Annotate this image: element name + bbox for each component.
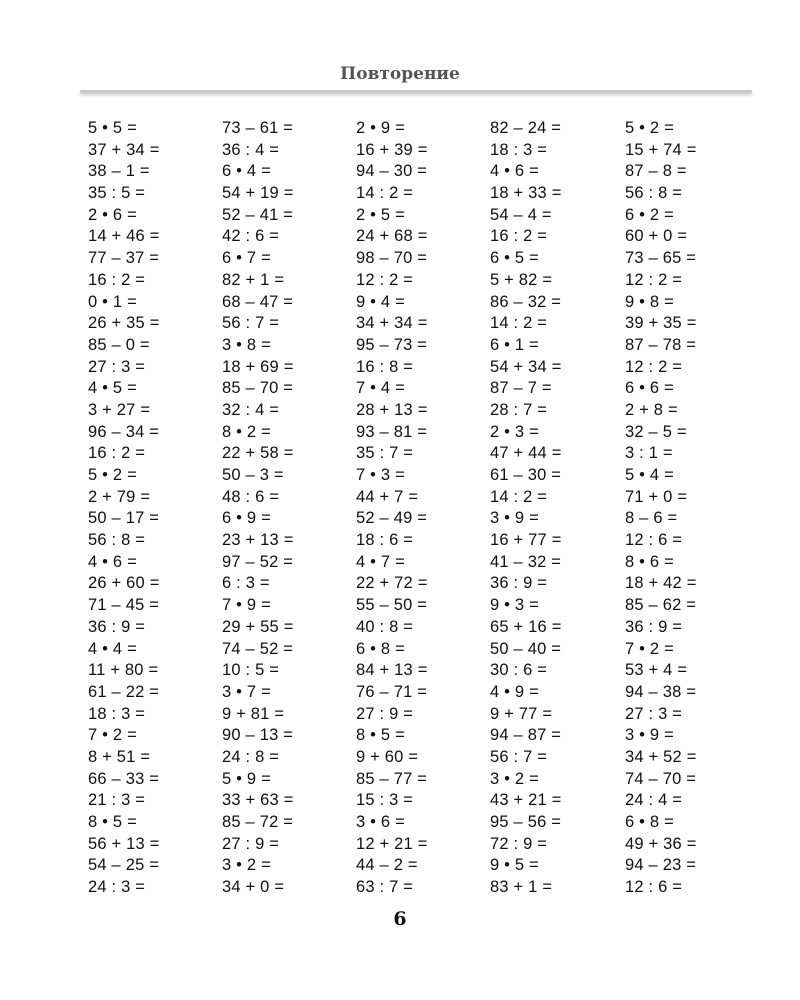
- exercise-item: 5 + 82 =: [490, 270, 553, 289]
- exercise-item: 60 + 0 =: [625, 227, 688, 246]
- title-divider: [80, 90, 752, 93]
- exercise-item: 84 + 13 =: [356, 661, 428, 680]
- exercise-item: 28 + 13 =: [356, 400, 428, 419]
- exercise-item: 85 – 77 =: [356, 769, 428, 788]
- exercise-item: 7 • 4 =: [356, 379, 405, 398]
- exercise-item: 94 – 30 =: [356, 162, 428, 181]
- exercise-column-1: [88, 118, 218, 899]
- exercise-item: 7 • 9 =: [222, 596, 271, 615]
- exercise-item: 29 + 55 =: [222, 617, 294, 636]
- exercise-item: 55 – 50 =: [356, 596, 428, 615]
- exercise-item: 74 – 52 =: [222, 639, 294, 658]
- exercise-item: 28 : 7 =: [490, 400, 548, 419]
- exercise-item: 6 • 6 =: [625, 379, 674, 398]
- exercise-item: 56 : 7 =: [222, 314, 280, 333]
- exercise-item: 12 : 2 =: [625, 270, 683, 289]
- exercise-item: 3 • 8 =: [222, 335, 271, 354]
- exercise-item: 9 + 77 =: [490, 704, 553, 723]
- exercise-item: 74 – 70 =: [625, 769, 697, 788]
- exercise-item: 33 + 63 =: [222, 791, 294, 810]
- exercise-item: 9 + 81 =: [222, 704, 285, 723]
- exercise-item: 27 : 9 =: [356, 704, 414, 723]
- exercise-item: 4 • 9 =: [490, 682, 539, 701]
- exercise-item: 87 – 78 =: [625, 335, 697, 354]
- exercise-item: 21 : 3 =: [88, 791, 146, 810]
- exercise-item: 6 • 1 =: [490, 335, 539, 354]
- exercise-item: 61 – 22 =: [88, 682, 160, 701]
- exercise-item: 4 • 4 =: [88, 639, 137, 658]
- exercise-item: 5 • 2 =: [88, 466, 137, 484]
- exercise-item: 63 : 7 =: [356, 878, 414, 897]
- exercise-item: 35 : 7 =: [356, 444, 414, 463]
- exercise-item: 54 + 34 =: [490, 357, 562, 376]
- exercise-item: 14 : 2 =: [490, 487, 548, 506]
- exercise-item: 0 • 1 =: [88, 292, 137, 311]
- exercise-item: 3 • 9 =: [490, 509, 539, 528]
- exercise-item: 26 + 60 =: [88, 574, 160, 593]
- exercise-item: 22 + 72 =: [356, 574, 428, 593]
- exercise-item: 27 : 9 =: [222, 834, 280, 853]
- exercise-item: 56 + 13 =: [88, 834, 160, 853]
- exercise-item: 36 : 9 =: [625, 617, 683, 636]
- exercise-item: 14 : 2 =: [356, 184, 414, 203]
- exercise-item: 4 • 6 =: [88, 552, 137, 571]
- exercise-item: 16 : 2 =: [490, 227, 548, 246]
- exercise-item: 4 • 5 =: [88, 379, 137, 398]
- exercise-columns: [88, 118, 768, 908]
- exercise-item: 9 • 5 =: [490, 856, 539, 875]
- exercise-item: 40 : 8 =: [356, 617, 414, 636]
- exercise-item: 18 + 69 =: [222, 357, 294, 376]
- exercise-item: 48 : 6 =: [222, 487, 280, 506]
- exercise-item: 16 : 2 =: [88, 270, 146, 289]
- exercise-item: 71 + 0 =: [625, 487, 688, 506]
- exercise-item: 3 • 2 =: [222, 856, 271, 875]
- exercise-item: 12 : 2 =: [356, 270, 414, 289]
- exercise-item: 7 • 2 =: [625, 639, 674, 658]
- exercise-item: 94 – 87 =: [490, 726, 562, 745]
- exercise-item: 12 : 6 =: [625, 531, 683, 550]
- exercise-item: 2 • 9 =: [356, 119, 405, 137]
- exercise-item: 9 • 3 =: [490, 596, 539, 615]
- exercise-column-4: [490, 118, 620, 899]
- exercise-item: 76 – 71 =: [356, 682, 428, 701]
- exercise-item: 42 : 6 =: [222, 227, 280, 246]
- exercise-item: 3 • 2 =: [490, 769, 539, 788]
- exercise-item: 4 • 7 =: [356, 552, 405, 571]
- exercise-item: 12 : 2 =: [625, 357, 683, 376]
- exercise-item: 41 – 32 =: [490, 552, 562, 571]
- exercise-item: 49 + 36 =: [625, 834, 697, 853]
- exercise-item: 6 • 8 =: [625, 813, 674, 831]
- exercise-item: 7 • 3 =: [356, 466, 405, 484]
- exercise-item: 6 • 9 =: [222, 509, 271, 528]
- exercise-item: 61 – 30 =: [490, 466, 562, 484]
- exercise-item: 54 + 19 =: [222, 184, 294, 203]
- exercise-item: 5 • 5 =: [88, 119, 137, 137]
- exercise-item: 11 + 80 =: [88, 661, 159, 680]
- exercise-item: 50 – 17 =: [88, 509, 160, 528]
- exercise-item: 65 + 16 =: [490, 617, 562, 636]
- exercise-item: 24 : 4 =: [625, 791, 683, 810]
- exercise-item: 3 • 7 =: [222, 682, 271, 701]
- exercise-item: 16 : 8 =: [356, 357, 414, 376]
- exercise-item: 72 : 9 =: [490, 834, 548, 853]
- exercise-item: 3 • 6 =: [356, 813, 405, 831]
- exercise-item: 10 : 5 =: [222, 661, 280, 680]
- exercise-item: 36 : 4 =: [222, 140, 280, 159]
- exercise-item: 16 : 2 =: [88, 444, 146, 463]
- exercise-item: 14 : 2 =: [490, 314, 548, 333]
- exercise-item: 52 – 49 =: [356, 509, 428, 528]
- exercise-item: 85 – 70 =: [222, 379, 294, 398]
- exercise-item: 97 – 52 =: [222, 552, 294, 571]
- exercise-item: 3 + 27 =: [88, 400, 151, 419]
- exercise-item: 54 – 4 =: [490, 205, 552, 224]
- exercise-item: 6 : 3 =: [222, 574, 270, 593]
- exercise-item: 32 : 4 =: [222, 400, 280, 419]
- exercise-item: 2 • 5 =: [356, 205, 405, 224]
- exercise-item: 85 – 72 =: [222, 813, 294, 831]
- exercise-item: 18 + 33 =: [490, 184, 562, 203]
- exercise-item: 35 : 5 =: [88, 184, 146, 203]
- exercise-item: 12 : 6 =: [625, 878, 683, 897]
- exercise-item: 32 – 5 =: [625, 422, 687, 441]
- exercise-item: 5 • 9 =: [222, 769, 271, 788]
- exercise-item: 98 – 70 =: [356, 249, 428, 268]
- exercise-item: 6 • 2 =: [625, 205, 674, 224]
- exercise-item: 3 : 1 =: [625, 444, 673, 463]
- exercise-item: 56 : 8 =: [88, 531, 146, 550]
- exercise-item: 15 + 74 =: [625, 140, 697, 159]
- exercise-item: 8 • 6 =: [625, 552, 674, 571]
- exercise-column-3: [356, 118, 486, 899]
- exercise-item: 85 – 0 =: [88, 335, 150, 354]
- exercise-item: 44 + 7 =: [356, 487, 419, 506]
- exercise-item: 82 – 24 =: [490, 119, 562, 137]
- exercise-item: 18 : 6 =: [356, 531, 414, 550]
- exercise-item: 73 – 65 =: [625, 249, 697, 268]
- exercise-item: 24 : 8 =: [222, 747, 280, 766]
- exercise-item: 44 – 2 =: [356, 856, 418, 875]
- exercise-item: 18 : 3 =: [88, 704, 146, 723]
- exercise-item: 87 – 8 =: [625, 162, 687, 181]
- exercise-item: 24 : 3 =: [88, 878, 146, 897]
- exercise-item: 83 + 1 =: [490, 878, 553, 897]
- exercise-item: 71 – 45 =: [88, 596, 160, 615]
- exercise-item: 50 – 3 =: [222, 466, 284, 484]
- exercise-item: 66 – 33 =: [88, 769, 160, 788]
- exercise-item: 68 – 47 =: [222, 292, 294, 311]
- exercise-item: 16 + 77 =: [490, 531, 562, 550]
- exercise-item: 9 + 60 =: [356, 747, 419, 766]
- exercise-item: 94 – 23 =: [625, 856, 697, 875]
- exercise-item: 37 + 34 =: [88, 140, 160, 159]
- exercise-item: 8 • 5 =: [356, 726, 405, 745]
- exercise-item: 5 • 2 =: [625, 119, 674, 137]
- exercise-item: 9 • 4 =: [356, 292, 405, 311]
- exercise-item: 2 + 79 =: [88, 487, 151, 506]
- exercise-item: 18 + 42 =: [625, 574, 697, 593]
- exercise-item: 93 – 81 =: [356, 422, 428, 441]
- exercise-item: 18 : 3 =: [490, 140, 548, 159]
- exercise-item: 24 + 68 =: [356, 227, 428, 246]
- exercise-item: 12 + 21 =: [356, 834, 428, 853]
- exercise-item: 34 + 0 =: [222, 878, 285, 897]
- exercise-item: 56 : 8 =: [625, 184, 683, 203]
- exercise-item: 8 + 51 =: [88, 747, 151, 766]
- exercise-item: 34 + 34 =: [356, 314, 428, 333]
- exercise-item: 85 – 62 =: [625, 596, 697, 615]
- exercise-item: 77 – 37 =: [88, 249, 160, 268]
- exercise-item: 2 + 8 =: [625, 400, 678, 419]
- exercise-item: 6 • 5 =: [490, 249, 539, 268]
- exercise-item: 6 • 8 =: [356, 639, 405, 658]
- exercise-item: 82 + 1 =: [222, 270, 285, 289]
- exercise-item: 14 + 46 =: [88, 227, 160, 246]
- exercise-item: 43 + 21 =: [490, 791, 562, 810]
- exercise-item: 36 : 9 =: [88, 617, 146, 636]
- exercise-column-2: [222, 118, 352, 899]
- exercise-item: 96 – 34 =: [88, 422, 160, 441]
- page-title: Повторение: [340, 64, 460, 84]
- exercise-item: 7 • 2 =: [88, 726, 137, 745]
- exercise-item: 22 + 58 =: [222, 444, 294, 463]
- exercise-item: 8 • 5 =: [88, 813, 137, 831]
- exercise-item: 2 • 6 =: [88, 205, 137, 224]
- exercise-item: 27 : 3 =: [625, 704, 683, 723]
- page-number: 6: [393, 908, 407, 930]
- exercise-item: 73 – 61 =: [222, 119, 294, 137]
- exercise-item: 27 : 3 =: [88, 357, 146, 376]
- exercise-item: 8 • 2 =: [222, 422, 271, 441]
- exercise-item: 86 – 32 =: [490, 292, 562, 311]
- exercise-item: 52 – 41 =: [222, 205, 294, 224]
- exercise-item: 5 • 4 =: [625, 466, 674, 484]
- exercise-item: 95 – 73 =: [356, 335, 428, 354]
- exercise-item: 56 : 7 =: [490, 747, 548, 766]
- exercise-item: 3 • 9 =: [625, 726, 674, 745]
- exercise-item: 6 • 7 =: [222, 249, 271, 268]
- exercise-item: 30 : 6 =: [490, 661, 548, 680]
- exercise-item: 15 : 3 =: [356, 791, 414, 810]
- exercise-item: 23 + 13 =: [222, 531, 294, 550]
- exercise-item: 39 + 35 =: [625, 314, 697, 333]
- exercise-item: 36 : 9 =: [490, 574, 548, 593]
- exercise-item: 47 + 44 =: [490, 444, 562, 463]
- exercise-column-5: [625, 118, 755, 899]
- exercise-item: 9 • 8 =: [625, 292, 674, 311]
- exercise-item: 26 + 35 =: [88, 314, 160, 333]
- exercise-item: 53 + 4 =: [625, 661, 688, 680]
- exercise-item: 16 + 39 =: [356, 140, 428, 159]
- exercise-item: 87 – 7 =: [490, 379, 552, 398]
- exercise-item: 8 – 6 =: [625, 509, 678, 528]
- exercise-item: 38 – 1 =: [88, 162, 150, 181]
- exercise-item: 90 – 13 =: [222, 726, 294, 745]
- exercise-item: 2 • 3 =: [490, 422, 539, 441]
- exercise-item: 6 • 4 =: [222, 162, 271, 181]
- exercise-item: 95 – 56 =: [490, 813, 562, 831]
- exercise-item: 94 – 38 =: [625, 682, 697, 701]
- exercise-item: 50 – 40 =: [490, 639, 562, 658]
- exercise-item: 4 • 6 =: [490, 162, 539, 181]
- exercise-item: 54 – 25 =: [88, 856, 160, 875]
- exercise-item: 34 + 52 =: [625, 747, 697, 766]
